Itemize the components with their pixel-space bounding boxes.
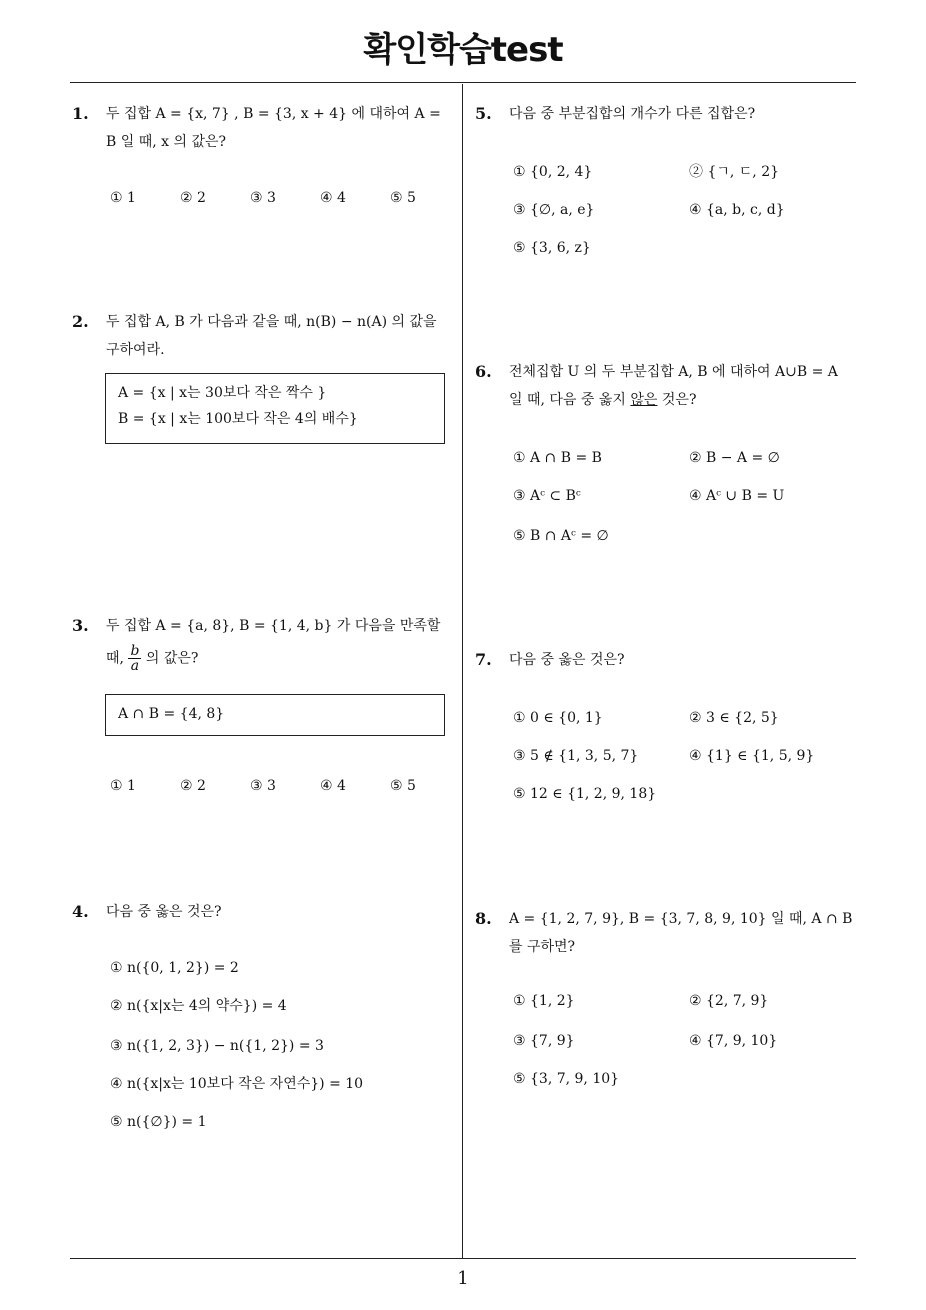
option-1[interactable]: ① {0, 2, 4} xyxy=(513,164,593,180)
question-text-line1: 두 집합 A, B 가 다음과 같을 때, n(B) − n(A) 의 값을 xyxy=(106,314,437,330)
question-number: 4. xyxy=(72,902,89,921)
fraction-b-over-a xyxy=(128,644,141,673)
option-4[interactable]: ④ {1} ∈ {1, 5, 9} xyxy=(689,748,815,764)
option-3[interactable]: ③ 3 xyxy=(250,778,276,794)
option-1[interactable]: ① 1 xyxy=(110,190,136,206)
option-2[interactable]: ② B − A = ∅ xyxy=(689,450,780,466)
question-3 xyxy=(72,612,456,802)
option-2[interactable]: ② n({x|x는 4의 약수}) = 4 xyxy=(110,998,287,1014)
option-1[interactable]: ① 0 ∈ {0, 1} xyxy=(513,710,603,726)
option-4[interactable]: ④ {a, b, c, d} xyxy=(689,202,785,218)
option-3[interactable]: ③ {7, 9} xyxy=(513,1033,575,1049)
question-text-line2: 를 구하면? xyxy=(509,939,576,955)
option-3[interactable]: ③ n({1, 2, 3}) − n({1, 2}) = 3 xyxy=(110,1038,324,1054)
page-number: 1 xyxy=(457,1268,469,1289)
option-1[interactable]: ① {1, 2} xyxy=(513,993,575,1009)
option-2[interactable]: ② 2 xyxy=(180,190,206,206)
option-1[interactable]: ① n({0, 1, 2}) = 2 xyxy=(110,960,239,976)
question-8 xyxy=(475,905,865,1095)
question-text-line1: 다음 중 옳은 것은? xyxy=(509,652,625,668)
line2-prefix: 일 때, 다음 중 옳지 xyxy=(509,392,626,408)
option-4[interactable]: ④ 4 xyxy=(320,190,346,206)
question-4 xyxy=(72,898,456,1138)
question-number: 6. xyxy=(475,362,492,381)
question-text-line2: 구하여라. xyxy=(106,342,165,358)
question-5 xyxy=(475,100,865,270)
question-text-line1: 두 집합 A = {a, 8}, B = {1, 4, b} 가 다음을 만족할 xyxy=(106,618,441,634)
option-2[interactable]: ② {2, 7, 9} xyxy=(689,993,769,1009)
option-2[interactable]: ② {ㄱ, ㄷ, 2} xyxy=(689,164,780,180)
question-7 xyxy=(475,646,865,816)
option-1[interactable]: ① 1 xyxy=(110,778,136,794)
top-rule xyxy=(70,82,856,83)
underlined-word: 않은 xyxy=(630,392,658,408)
question-number: 3. xyxy=(72,616,89,635)
option-5[interactable]: ⑤ {3, 6, z} xyxy=(513,240,591,256)
question-text-line2: B 일 때, x 의 값은? xyxy=(106,134,227,150)
option-3[interactable]: ③ 3 xyxy=(250,190,276,206)
option-5[interactable]: ⑤ B ∩ Aᶜ = ∅ xyxy=(513,528,609,544)
option-5[interactable]: ⑤ n({∅}) = 1 xyxy=(110,1114,207,1130)
question-number: 8. xyxy=(475,909,492,928)
option-3[interactable]: ③ Aᶜ ⊂ Bᶜ xyxy=(513,488,581,504)
option-3[interactable]: ③ 5 ∉ {1, 3, 5, 7} xyxy=(513,748,639,764)
question-number: 1. xyxy=(72,104,89,123)
option-2[interactable]: ② 2 xyxy=(180,778,206,794)
question-text-line1: 전체집합 U 의 두 부분집합 A, B 에 대하여 A∪B = A xyxy=(509,364,838,380)
condition-line: A = {x | x는 30보다 작은 짝수 } xyxy=(118,385,327,401)
line2-suffix: 것은? xyxy=(661,392,697,408)
option-4[interactable]: ④ n({x|x는 10보다 작은 자연수}) = 10 xyxy=(110,1076,364,1092)
option-4[interactable]: ④ {7, 9, 10} xyxy=(689,1033,778,1049)
question-2 xyxy=(72,308,456,448)
option-5[interactable]: ⑤ 5 xyxy=(390,778,416,794)
option-3[interactable]: ③ {∅, a, e} xyxy=(513,202,595,218)
fraction-denominator: a xyxy=(130,658,140,674)
option-1[interactable]: ① A ∩ B = B xyxy=(513,450,602,466)
condition-box xyxy=(105,373,445,444)
condition-line: B = {x | x는 100보다 작은 4의 배수} xyxy=(118,411,358,427)
condition-line: A ∩ B = {4, 8} xyxy=(118,706,225,722)
question-text-line2 xyxy=(509,386,696,414)
question-number: 5. xyxy=(475,104,492,123)
question-text-line1: A = {1, 2, 7, 9}, B = {3, 7, 8, 9, 10} 일 때, A ∩ B xyxy=(509,911,853,927)
line2-suffix: 의 값은? xyxy=(145,650,199,667)
option-5[interactable]: ⑤ 12 ∈ {1, 2, 9, 18} xyxy=(513,786,657,802)
option-2[interactable]: ② 3 ∈ {2, 5} xyxy=(689,710,779,726)
question-number: 7. xyxy=(475,650,492,669)
question-6 xyxy=(475,358,865,558)
column-divider xyxy=(462,84,463,1259)
bottom-rule xyxy=(70,1258,856,1259)
question-text-line1: 다음 중 옳은 것은? xyxy=(106,904,222,920)
option-5[interactable]: ⑤ {3, 7, 9, 10} xyxy=(513,1071,620,1087)
page-title: 확인학습test xyxy=(363,30,563,70)
option-5[interactable]: ⑤ 5 xyxy=(390,190,416,206)
question-text-line2 xyxy=(106,644,198,673)
condition-box xyxy=(105,694,445,736)
question-text-line1: 두 집합 A = {x, 7} , B = {3, x + 4} 에 대하여 A = xyxy=(106,106,441,122)
fraction-numerator: b xyxy=(130,643,140,659)
option-4[interactable]: ④ Aᶜ ∪ B = U xyxy=(689,488,785,504)
question-1 xyxy=(72,100,456,220)
line2-prefix: 때, xyxy=(106,650,124,667)
option-4[interactable]: ④ 4 xyxy=(320,778,346,794)
question-text-line1: 다음 중 부분집합의 개수가 다른 집합은? xyxy=(509,106,756,122)
question-number: 2. xyxy=(72,312,89,331)
